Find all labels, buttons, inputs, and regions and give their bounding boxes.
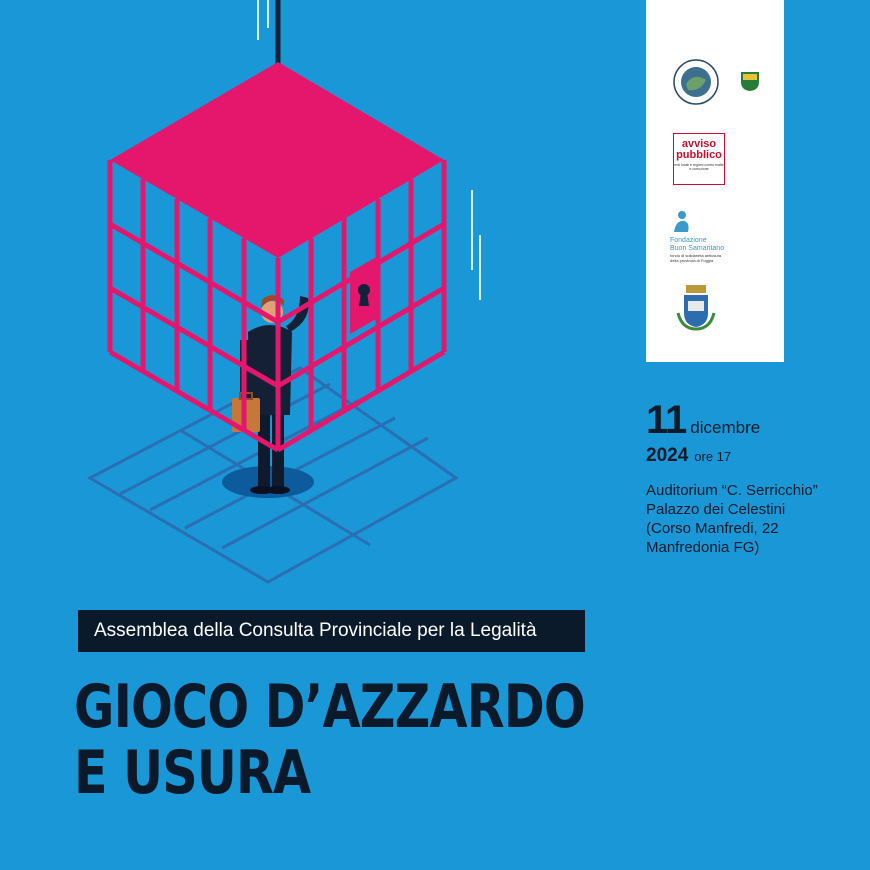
event-year: 2024: [646, 445, 689, 466]
avviso-tag: enti locali e regioni contro mafie e corruzione: [674, 163, 724, 171]
venue-line: (Corso Manfredi, 22: [646, 520, 779, 537]
venue-line: Auditorium “C. Serricchio”: [646, 482, 818, 499]
event-day: 11: [646, 398, 687, 442]
fondazione-line2: Buon Samaritano: [670, 245, 725, 252]
title-line: E USURA: [74, 738, 311, 808]
event-details: [646, 398, 818, 557]
logo-panel: [646, 0, 784, 362]
samaritan-icon: [670, 210, 692, 232]
seal-icon: [672, 58, 720, 106]
venue-line: Manfredonia FG): [646, 539, 760, 556]
event-venue: [646, 481, 818, 557]
comune-logo: [676, 283, 716, 336]
avviso-line2: pubblico: [676, 149, 722, 161]
cage-top: [110, 62, 444, 258]
venue-line: Palazzo dei Celestini: [646, 501, 786, 518]
title-line: GIOCO D’AZZARDO: [74, 672, 585, 742]
provincia-logo: [738, 70, 764, 97]
fondazione-logo: [670, 210, 730, 263]
fondazione-line1: Fondazione: [670, 237, 707, 244]
avviso-line1: avviso: [681, 138, 717, 150]
subtitle-bar: [78, 610, 585, 652]
event-month: dicembre: [690, 418, 761, 437]
town-crest-icon: [676, 283, 716, 331]
coat-of-arms-icon: [738, 70, 762, 92]
consulta-logo: [672, 58, 720, 111]
padlock-icon: [350, 256, 378, 334]
avviso-pubblico-logo: [673, 133, 725, 185]
fondazione-tag: fondo di solidarietà antiusura della provincia di Foggia: [670, 253, 722, 263]
subtitle-text: Assemblea della Consulta Provinciale per la Legalità: [94, 620, 537, 641]
event-time: ore 17: [694, 449, 732, 464]
main-title: [74, 674, 585, 806]
